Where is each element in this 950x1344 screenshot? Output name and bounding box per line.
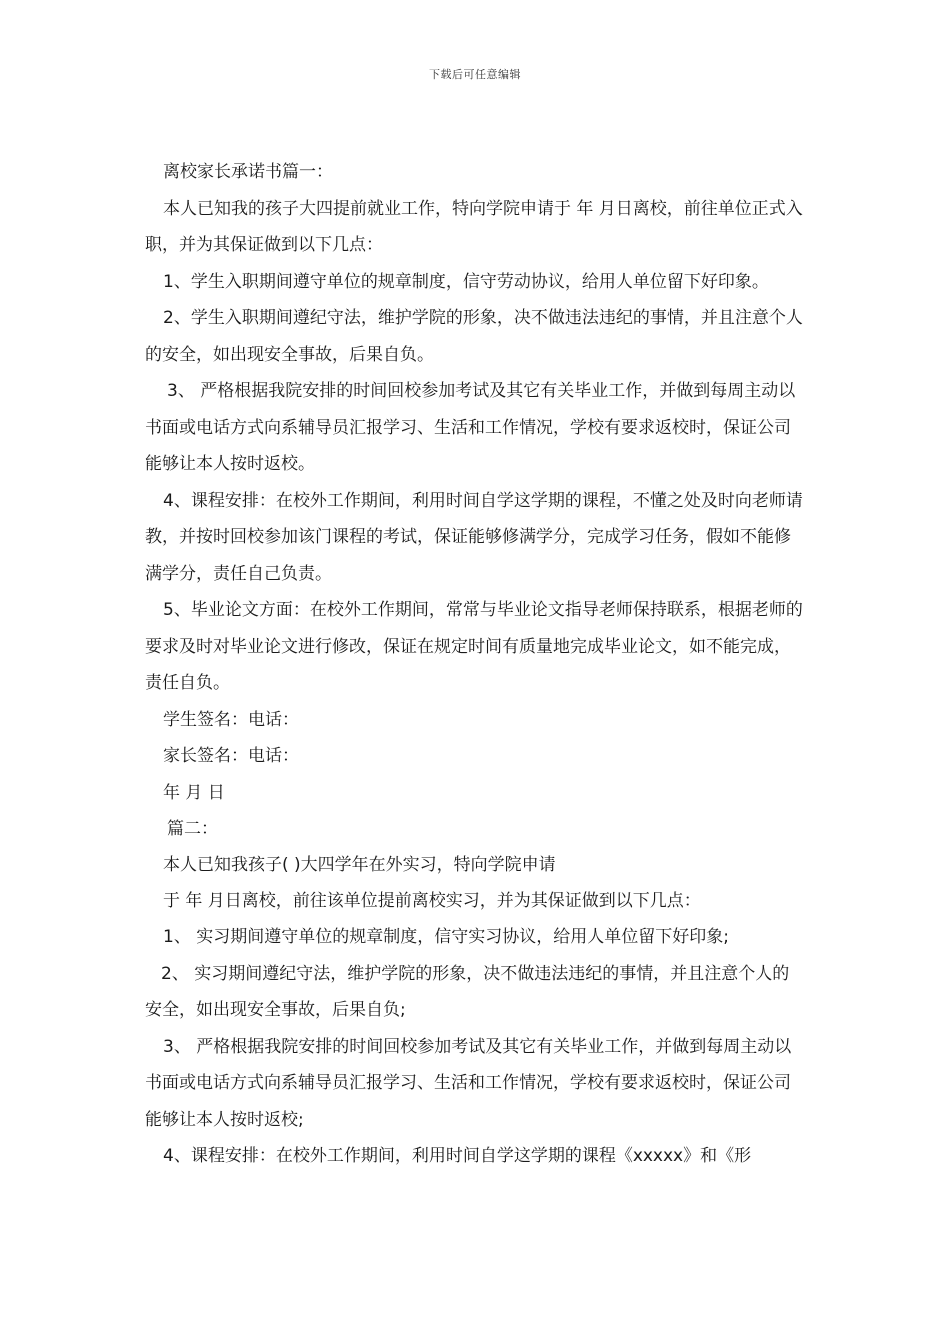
section1-item-1: 1、学生入职期间遵守单位的规章制度，信守劳动协议，给用人单位留下好印象。 [163,271,769,292]
section2-title: 篇二： [167,819,218,839]
section2-item-3: 3、 严格根据我院安排的时间回校参加考试及其它有关毕业工作，并做到每周主动以书面或电话方式向系辅导员汇报学习、生活和工作情况，学校有要求返校时，保证公司能够让本人按时返校; [145,1036,792,1130]
section2-item-2: 2、 实习期间遵纪守法，维护学院的形象，决不做违法违纪的事情，并且注意个人的安全，如出现安全事故，后果自负; [145,963,790,1020]
section1-item-5: 5、毕业论文方面：在校外工作期间，常常与毕业论文指导老师保持联系，根据老师的要求及时对毕业论文进行修改，保证在规定时间有质量地完成毕业论文，如不能完成，责任自负。 [145,600,803,693]
section2-intro-1: 本人已知我孩子( )大四学年在外实习，特向学院申请 [163,855,556,875]
student-signature-line: 学生签名：电话： [163,709,299,730]
section1-item-2: 2、学生入职期间遵纪守法，维护学院的形象，决不做违法违纪的事情，并且注意个人的安全，如出现安全事故，后果自负。 [145,308,803,365]
section2-item-4: 4、课程安排：在校外工作期间，利用时间自学这学期的课程《xxxxx》和《形 [163,1146,752,1166]
date-line: 年 月 日 [163,782,225,803]
section1-intro: 本人已知我的孩子大四提前就业工作，特向学院申请于 年 月日离校，前往单位正式入职，并为其保证做到以下几点： [145,198,803,255]
section1-item-3: 3、 严格根据我院安排的时间回校参加考试及其它有关毕业工作，并做到每周主动以书面或电话方式向系辅导员汇报学习、生活和工作情况，学校有要求返校时，保证公司能够让本人按时返校。 [145,381,796,474]
page-header: 下载后可任意编辑 [429,68,521,81]
document-body [145,154,805,1175]
section2-item-1: 1、 实习期间遵守单位的规章制度，信守实习协议，给用人单位留下好印象; [163,927,729,947]
section1-title: 离校家长承诺书篇一： [163,162,333,182]
parent-signature-line: 家长签名：电话： [163,746,299,766]
section1-item-4: 4、课程安排：在校外工作期间，利用时间自学这学期的课程，不懂之处及时向老师请教，并按时回校参加该门课程的考试，保证能够修满学分，完成学习任务，假如不能修满学分，责任自己负责。 [145,490,803,584]
section2-intro-2: 于 年 月日离校，前往该单位提前离校实习，并为其保证做到以下几点： [163,891,701,911]
